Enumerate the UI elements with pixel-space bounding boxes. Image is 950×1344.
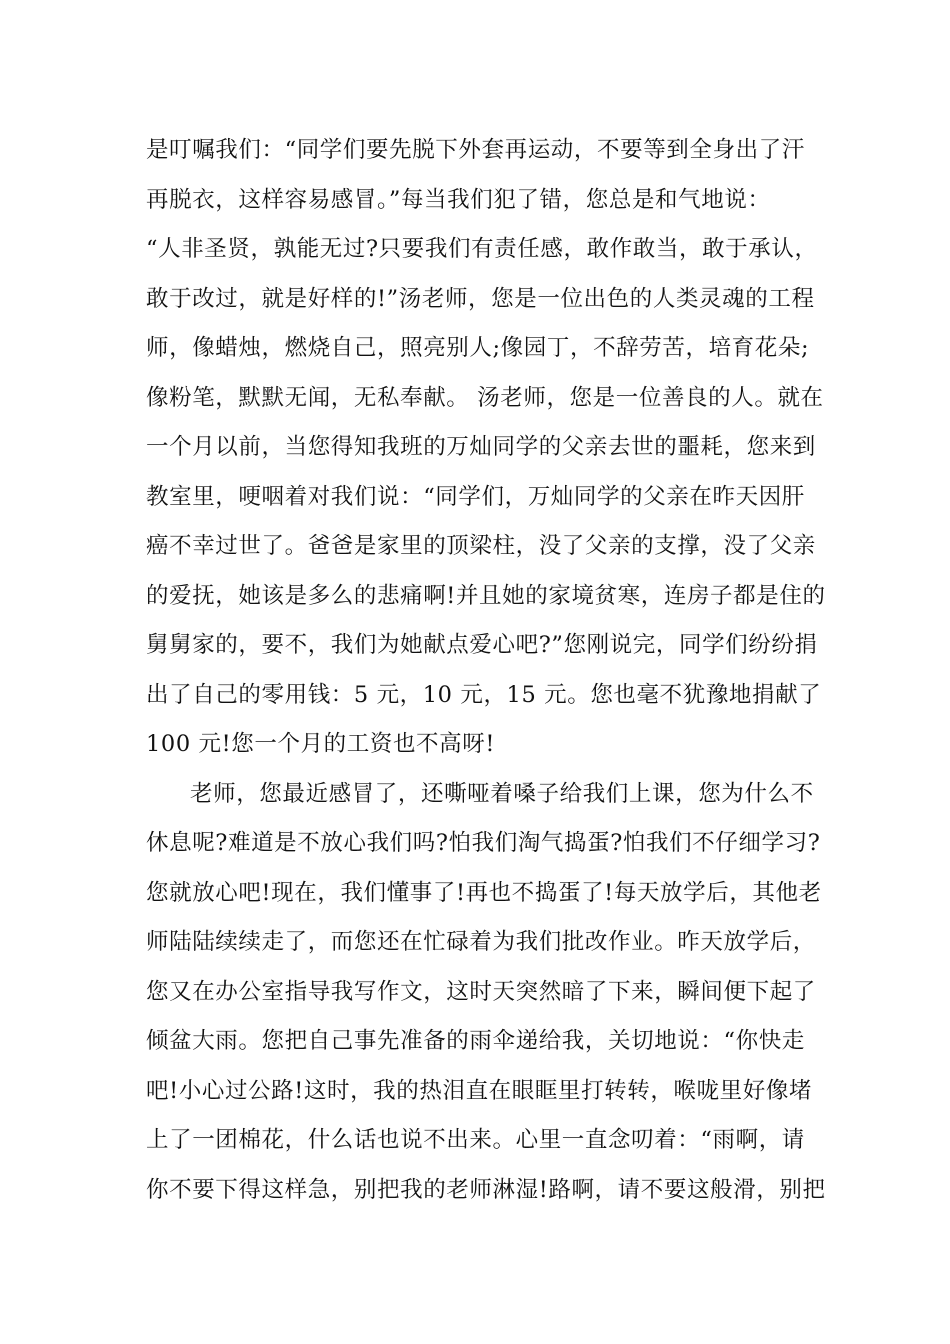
text-line: 教室里，哽咽着对我们说：“同学们，万灿同学的父亲在昨天因肝 — [146, 483, 805, 510]
text-line: 是叮嘱我们：“同学们要先脱下外套再运动，不要等到全身出了汗 — [146, 137, 805, 163]
text-line: “人非圣贤，孰能无过?只要我们有责任感，敢作敢当，敢于承认， — [146, 236, 818, 262]
text-line: 师，像蜡烛，燃烧自己，照亮别人;像园丁，不辞劳苦，培育花朵; — [146, 335, 810, 361]
text-line: 出了自己的零用钱：5 元，10 元，15 元。您也毫不犹豫地捐献了 — [146, 681, 822, 708]
text-line: 一个月以前，当您得知我班的万灿同学的父亲去世的噩耗，您来到 — [146, 434, 816, 460]
text-line: 您又在办公室指导我写作文，这时天突然暗了下来，瞬间便下起了 — [146, 978, 816, 1005]
text-line: 上了一团棉花，什么话也说不出来。心里一直念叨着：“雨啊，请 — [146, 1127, 805, 1153]
text-line: 再脱衣，这样容易感冒。”每当我们犯了错，您总是和气地说： — [146, 186, 771, 213]
text-line: 100 元!您一个月的工资也不高呀! — [146, 731, 495, 757]
text-line: 敢于改过，就是好样的!”汤老师，您是一位出色的人类灵魂的工程 — [146, 285, 815, 312]
text-line: 吧!小心过公路!这时，我的热泪直在眼眶里打转转，喉咙里好像堵 — [146, 1077, 813, 1104]
paragraph-start-line: 老师，您最近感冒了，还嘶哑着嗓子给我们上课，您为什么不 — [190, 780, 814, 807]
text-line: 像粉笔，默默无闻，无私奉献。 汤老师，您是一位善良的人。就在 — [146, 384, 824, 411]
text-line: 癌不幸过世了。爸爸是家里的顶梁柱，没了父亲的支撑，没了父亲 — [146, 533, 816, 559]
text-line: 师陆陆续续走了，而您还在忙碌着为我们批改作业。昨天放学后， — [146, 929, 816, 955]
text-line: 您就放心吧!现在，我们懂事了!再也不捣蛋了!每天放学后，其他老 — [146, 879, 822, 906]
text-line: 休息呢?难道是不放心我们吗?怕我们淘气捣蛋?怕我们不仔细学习? — [146, 830, 821, 856]
text-line: 倾盆大雨。您把自己事先准备的雨伞递给我，关切地说：“你快走 — [146, 1028, 805, 1054]
body-text — [146, 126, 826, 1215]
text-line: 舅舅家的，要不，我们为她献点爱心吧?”您刚说完，同学们纷纷捐 — [146, 632, 818, 658]
text-line: 的爱抚，她该是多么的悲痛啊!并且她的家境贫寒，连房子都是住的 — [146, 582, 826, 609]
text-line: 你不要下得这样急，别把我的老师淋湿!路啊，请不要这般滑，别把 — [146, 1176, 826, 1203]
